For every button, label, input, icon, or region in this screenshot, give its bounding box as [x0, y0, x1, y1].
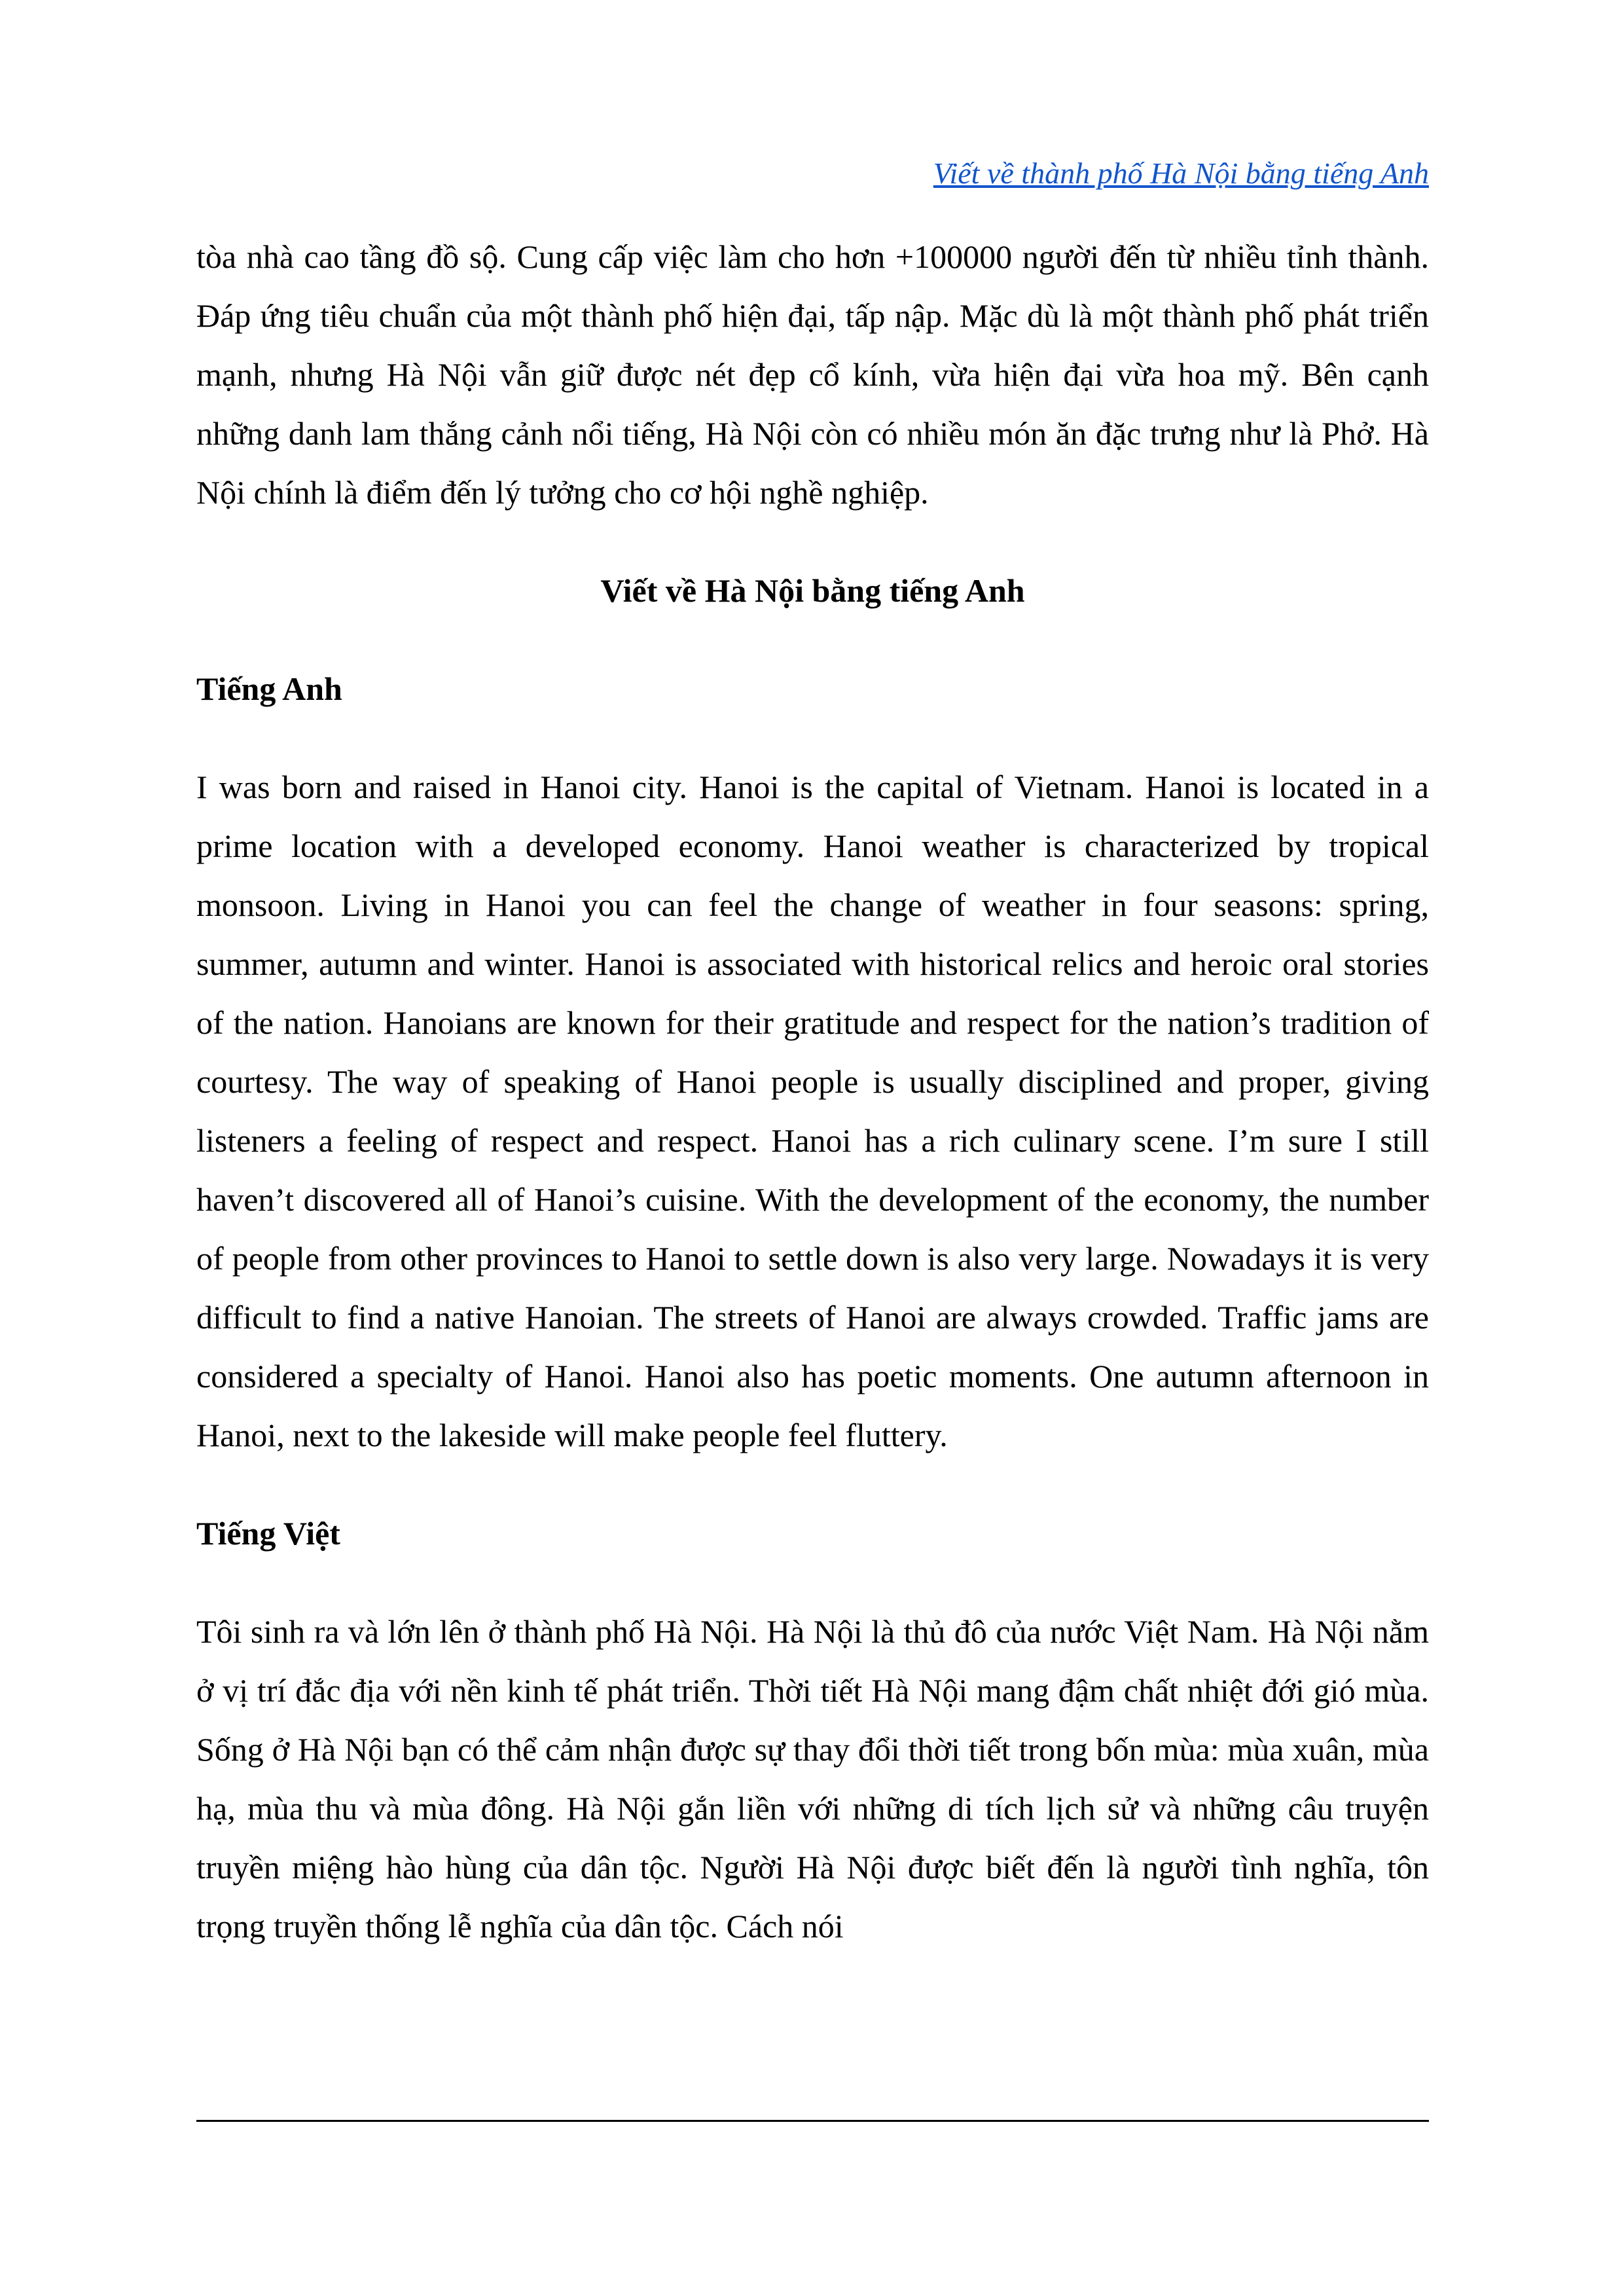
header-link[interactable]: Viết về thành phố Hà Nội bằng tiếng Anh [933, 156, 1429, 190]
page-header [196, 154, 1429, 193]
english-paragraph: I was born and raised in Hanoi city. Hanoi is the capital of Vietnam. Hanoi is located in a prime location with a developed economy. Hanoi weather is characterized by tropical monsoon. Living in Hanoi you can feel the change of weather in four seasons: spring, summer, autumn and winter. Hanoi is associated with historical relics and heroic oral stories of the nation. Hanoians are known for their gratitude and respect for the nation’s tradition of courtesy. The way of speaking of Hanoi people is usually disciplined and proper, giving listeners a feeling of respect and respect. Hanoi has a rich culinary scene. I’m sure I still haven’t discovered all of Hanoi’s cuisine. With the development of the economy, the number of people from other provinces to Hanoi to settle down is also very large. Nowadays it is very difficult to find a native Hanoian. The streets of Hanoi are always crowded. Traffic jams are considered a specialty of Hanoi. Hanoi also has poetic moments. One autumn afternoon in Hanoi, next to the lakeside will make people feel fluttery. [196, 769, 1429, 1453]
section-title-vietnamese: Tiếng Việt [196, 1515, 340, 1552]
vietnamese-paragraph: Tôi sinh ra và lớn lên ở thành phố Hà Nội. Hà Nội là thủ đô của nước Việt Nam. Hà Nội nằm ở vị trí đắc địa với nền kinh tế phát triển. Thời tiết Hà Nội mang đậm chất nhiệt đới gió mùa. Sống ở Hà Nội bạn có thể cảm nhận được sự thay đổi thời tiết trong bốn mùa: mùa xuân, mùa hạ, mùa thu và mùa đông. Hà Nội gắn liền với những di tích lịch sử và những câu truyện truyền miệng hào hùng của dân tộc. Người Hà Nội được biết đến là người tình nghĩa, tôn trọng truyền thống lễ nghĩa của dân tộc. Cách nói [196, 1613, 1429, 1944]
section-title-english: Tiếng Anh [196, 670, 342, 707]
main-heading: Viết về Hà Nội bằng tiếng Anh [600, 572, 1025, 609]
intro-paragraph: tòa nhà cao tầng đồ sộ. Cung cấp việc làm cho hơn +100000 người đến từ nhiều tỉnh thành. Đáp ứng tiêu chuẩn của một thành phố hiện đại, tấp nập. Mặc dù là một thành phố phát triển mạnh, nhưng Hà Nội vẫn giữ được nét đẹp cổ kính, vừa hiện đại vừa hoa mỹ. Bên cạnh những danh lam thắng cảnh nổi tiếng, Hà Nội còn có nhiều món ăn đặc trưng như là Phở. Hà Nội chính là điểm đến lý tưởng cho cơ hội nghề nghiệp. [196, 238, 1429, 511]
footer-divider [196, 2120, 1429, 2122]
